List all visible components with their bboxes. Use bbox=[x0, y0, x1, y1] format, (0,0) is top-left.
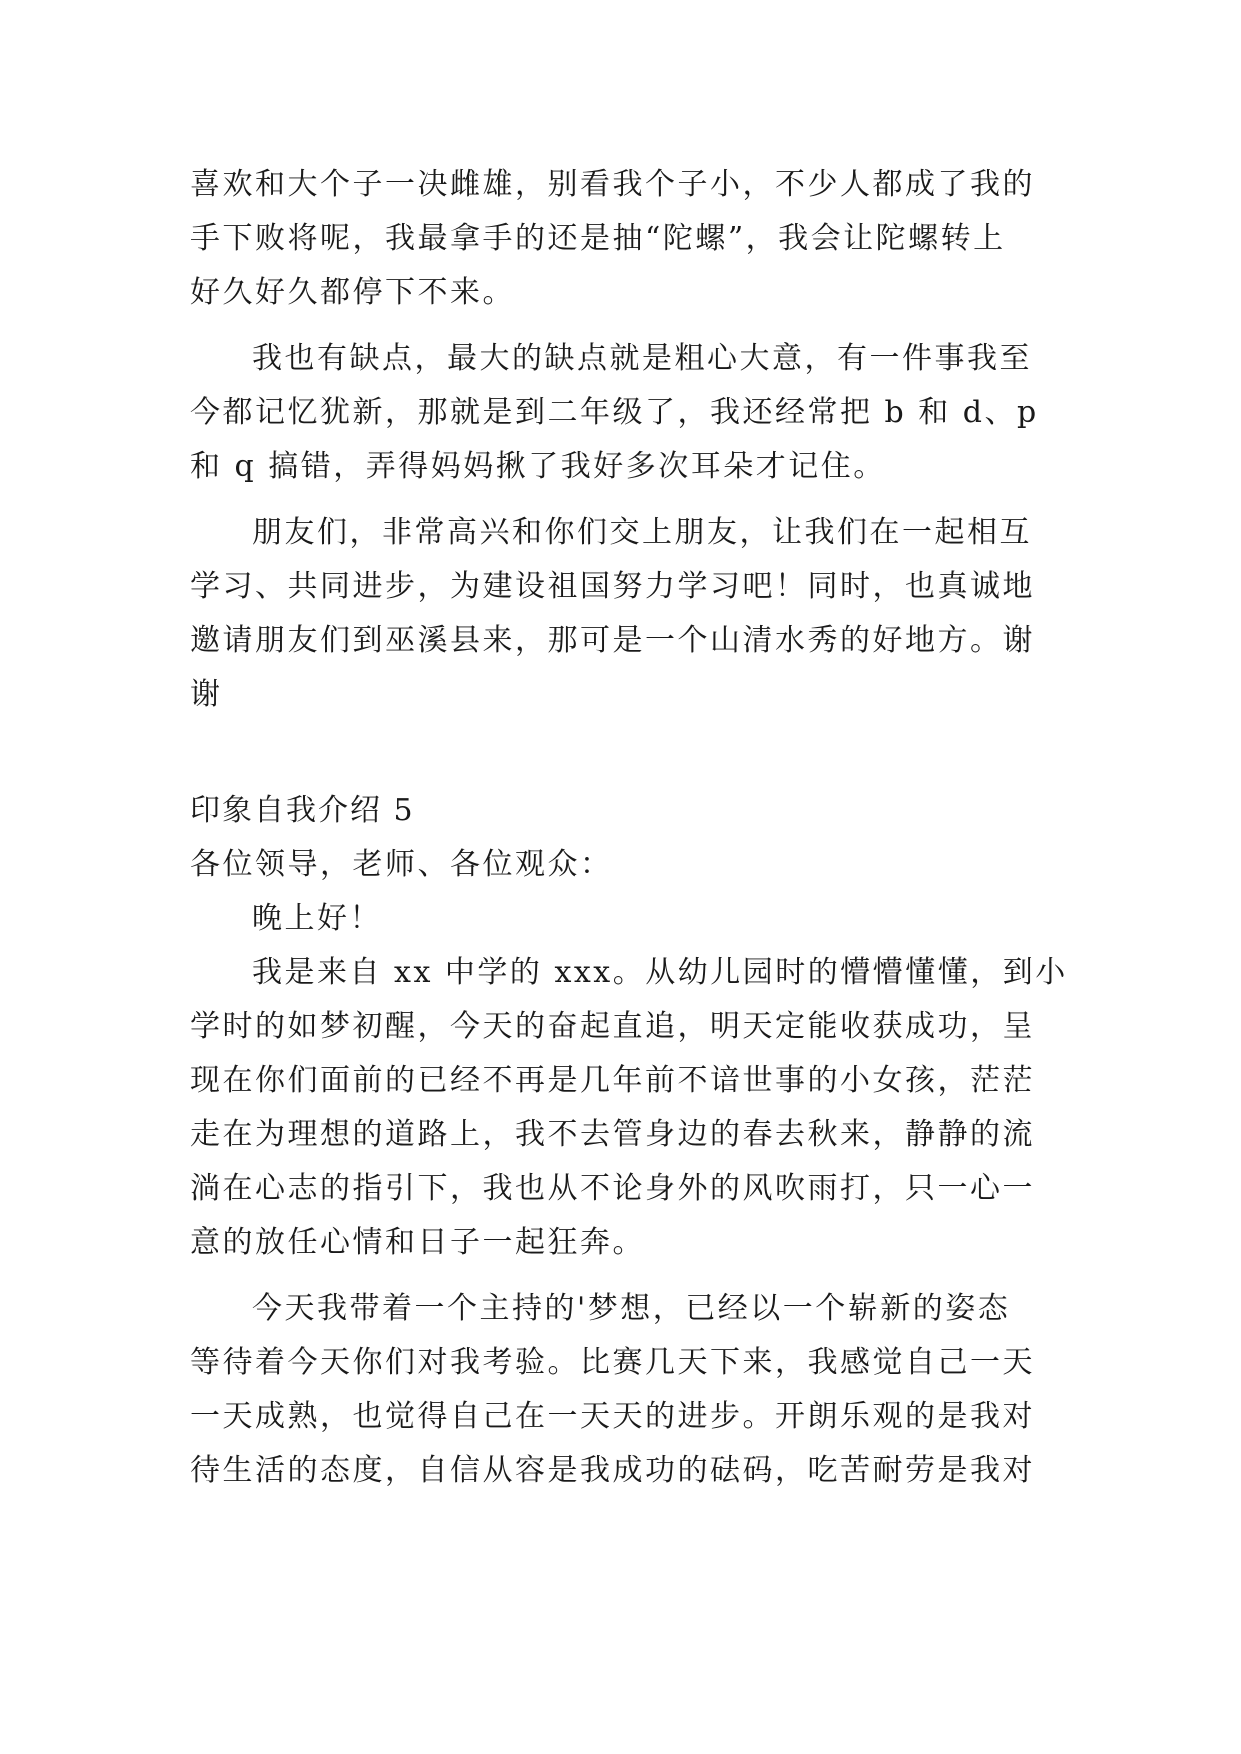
paragraph bbox=[190, 946, 1068, 1270]
text-line: 谢 bbox=[190, 677, 223, 712]
text-line: 学习、共同进步，为建设祖国努力学习吧！同时，也真诚地 bbox=[190, 569, 1035, 604]
paragraph bbox=[190, 1282, 1050, 1498]
text-line: 手下败将呢，我最拿手的还是抽“陀螺”，我会让陀螺转上 bbox=[190, 221, 1006, 256]
text-line: 意的放任心情和日子一起狂奔。 bbox=[190, 1225, 645, 1260]
document-body bbox=[190, 158, 1068, 1498]
text-line: 朋友们，非常高兴和你们交上朋友，让我们在一起相互 bbox=[252, 515, 1032, 550]
text-line: 喜欢和大个子一决雌雄，别看我个子小，不少人都成了我的 bbox=[190, 167, 1035, 202]
text-line: 等待着今天你们对我考验。比赛几天下来，我感觉自己一天 bbox=[190, 1345, 1035, 1380]
salutation: 各位领导，老师、各位观众： bbox=[190, 847, 613, 882]
paragraph bbox=[190, 158, 1050, 320]
paragraph bbox=[190, 332, 1050, 494]
text-line: 今都记忆犹新，那就是到二年级了，我还经常把 b 和 d、p bbox=[190, 395, 1039, 430]
greeting: 晚上好！ bbox=[252, 901, 382, 936]
text-line: 我是来自 xx 中学的 xxx。从幼儿园时的懵懵懂懂，到小 bbox=[252, 955, 1068, 990]
section-title: 印象自我介绍 5 bbox=[190, 793, 415, 828]
text-line: 学时的如梦初醒，今天的奋起直追，明天定能收获成功，呈 bbox=[190, 1009, 1035, 1044]
text-line: 走在为理想的道路上，我不去管身边的春去秋来，静静的流 bbox=[190, 1117, 1035, 1152]
text-line: 我也有缺点，最大的缺点就是粗心大意，有一件事我至 bbox=[252, 341, 1032, 376]
text-line: 和 q 搞错，弄得妈妈揪了我好多次耳朵才记住。 bbox=[190, 449, 886, 484]
text-line: 待生活的态度，自信从容是我成功的砝码，吃苦耐劳是我对 bbox=[190, 1453, 1035, 1488]
paragraph bbox=[190, 506, 1050, 722]
text-line: 邀请朋友们到巫溪县来，那可是一个山清水秀的好地方。谢 bbox=[190, 623, 1035, 658]
text-line: 一天成熟，也觉得自己在一天天的进步。开朗乐观的是我对 bbox=[190, 1399, 1035, 1434]
text-line: 今天我带着一个主持的'梦想，已经以一个崭新的姿态 bbox=[252, 1291, 1011, 1326]
text-line: 淌在心志的指引下，我也从不论身外的风吹雨打，只一心一 bbox=[190, 1171, 1035, 1206]
text-line: 现在你们面前的已经不再是几年前不谙世事的小女孩，茫茫 bbox=[190, 1063, 1035, 1098]
text-line: 好久好久都停下不来。 bbox=[190, 275, 515, 310]
